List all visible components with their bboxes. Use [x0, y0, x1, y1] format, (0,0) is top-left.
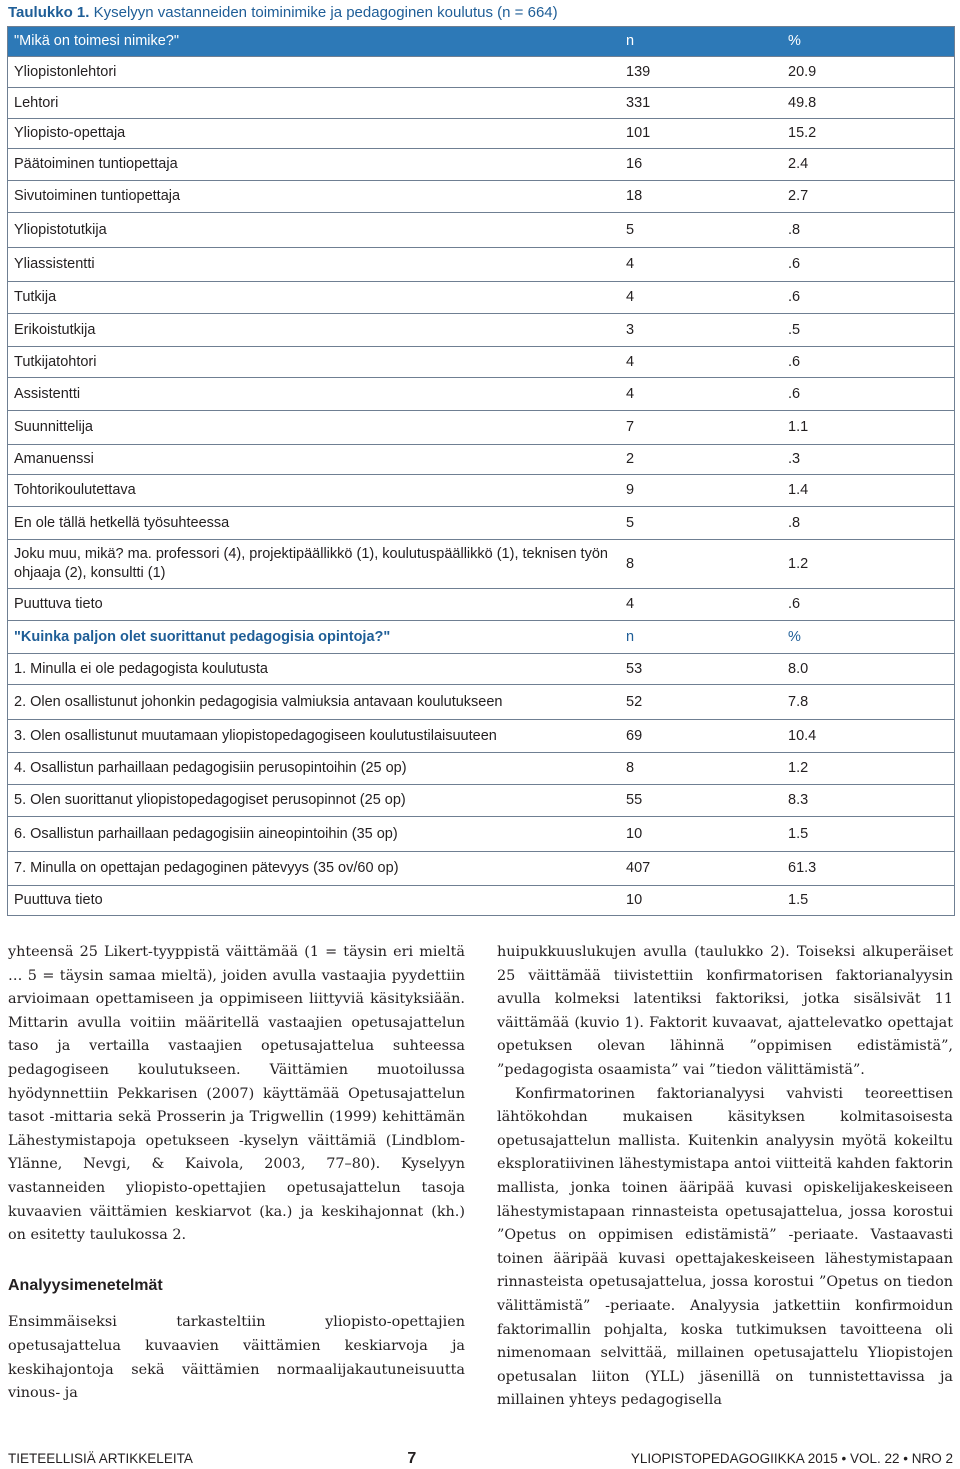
paragraph: yhteensä 25 Likert-tyyppistä väittämää (1 = täysin eri mieltä … 5 = täysin samaa mieltä), joiden avulla vastaajia pyydettiin arvioimaan opettamiseen ja oppimiseen liittyviä käsityksiään. Mittarin avulla voitiin määritellä vastaajien opetusajattelun taso ja vertailla vastaajien opetusajattelua suhteessa pedagogiseen koulutukseen. Väittämien muotoilussa hyödynnettiin Pekkarisen (2007) käyttämää Opetusajattelun tasot -mittaria sekä Prosserin ja Trigwellin (1999) kehittämän Lähestymistapoja opetukseen -kyselyn väittämiä (Lindblom-Ylänne, Nevgi, & Kaivola, 2003, 77–80). Kyselyyn vastanneiden yliopisto-opettajien opetusajattelun tasoja kuvaavien väittämien keskiarvot (ka.) ja keskihajonnat (kh.) on esitetty taulukossa 2. [8, 944, 465, 1244]
body-column-left [8, 941, 465, 1406]
table-caption-label: Taulukko 1. [8, 4, 90, 21]
n-cell: 4 [626, 289, 635, 305]
table-row [8, 347, 954, 378]
table-row [8, 475, 954, 507]
percent-cell: 2.4 [788, 156, 809, 172]
table-row [8, 282, 954, 314]
table-row [8, 314, 954, 347]
n-cell: 69 [626, 727, 643, 744]
section-heading: Analyysimenetelmät [8, 1276, 163, 1294]
n-cell: 331 [626, 94, 651, 111]
n-cell: 3 [626, 321, 635, 338]
n-cell: 10 [626, 892, 643, 908]
percent-cell: 7.8 [788, 693, 809, 710]
percent-cell: 15.2 [788, 125, 817, 141]
row-label-cell: Lehtori [14, 94, 59, 111]
row-label-cell: 4. Osallistun parhaillaan pedagogisiin perusopintoihin (25 op) [14, 760, 407, 776]
table-row [8, 685, 954, 720]
table-row [8, 753, 954, 785]
n-cell: 9 [626, 482, 635, 498]
n-cell: 2 [626, 451, 635, 467]
table-row [8, 507, 954, 540]
header-question-job-title: "Mikä on toimesi nimike?" [14, 33, 180, 49]
percent-cell: 20.9 [788, 63, 817, 80]
n-cell: 8 [626, 555, 635, 572]
n-cell: 55 [626, 792, 643, 808]
table-caption-text: Kyselyyn vastanneiden toiminimike ja pedagoginen koulutus (n = 664) [93, 4, 558, 21]
percent-cell: 1.5 [788, 825, 809, 842]
table-row [8, 213, 954, 248]
n-cell: 139 [626, 63, 651, 80]
percent-cell: 8.0 [788, 660, 809, 677]
row-label-cell: Erikoistutkija [14, 321, 96, 338]
table-row [8, 589, 954, 621]
percent-cell: 1.4 [788, 482, 809, 498]
percent-cell: .8 [788, 514, 801, 531]
table-row [8, 57, 954, 88]
percent-cell: .6 [788, 385, 801, 402]
row-label-cell: Tohtorikoulutettava [14, 482, 136, 498]
table-row [8, 119, 954, 149]
table-caption [8, 2, 953, 24]
results-table [7, 26, 955, 916]
row-label-cell: Tutkijatohtori [14, 353, 97, 370]
row-label-cell: Suunnittelija [14, 419, 93, 435]
paragraph: huipukkuuslukujen avulla (taulukko 2). Toiseksi alkuperäiset 25 väittämää tiivistettiin konfirmatorisen faktorianalyysin avulla kolmeksi latentiksi faktoriksi, jotka sisälsivät 11 väittämää (kuvio 1). Faktorit kuvaavat, ajattelevatko opettajat opetuksen olevan lähinnä ”oppimisen edistämistä”, ”pedagogista osaamista” vai ”tiedon välittämistä”. [497, 944, 953, 1078]
table-header-pedagogical-studies [8, 621, 954, 654]
table-row [8, 445, 954, 475]
table-row [8, 88, 954, 119]
row-label-cell: Yliopistotutkija [14, 221, 107, 238]
row-label-cell: Puuttuva tieto [14, 596, 103, 612]
percent-cell: 8.3 [788, 792, 809, 808]
percent-cell: .6 [788, 256, 801, 272]
table-header-job-title [8, 27, 954, 57]
table-row [8, 181, 954, 213]
page-number: 7 [407, 1450, 417, 1467]
row-label-cell: 7. Minulla on opettajan pedagoginen pätevyys (35 ov/60 op) [14, 860, 399, 876]
n-cell: 52 [626, 693, 643, 710]
n-cell: 5 [626, 514, 635, 531]
row-label-cell: Joku muu, mikä? ma. professori (4), projektipäällikkö (1), koulutuspäällikkö (1), teknisen työn ohjaaja (2), konsultti (1) [14, 546, 608, 581]
header-question-pedagogical-studies: "Kuinka paljon olet suorittanut pedagogisia opintoja?" [14, 628, 391, 645]
header-percent: % [788, 33, 801, 49]
n-cell: 10 [626, 825, 643, 842]
n-cell: 4 [626, 596, 635, 612]
percent-cell: .6 [788, 596, 801, 612]
table-row [8, 886, 954, 916]
percent-cell: 61.3 [788, 860, 817, 876]
page-footer [8, 1450, 953, 1468]
percent-cell: .5 [788, 321, 801, 338]
n-cell: 18 [626, 188, 643, 204]
row-label-cell: Puuttuva tieto [14, 892, 103, 908]
n-cell: 16 [626, 156, 643, 172]
percent-cell: 49.8 [788, 94, 817, 111]
n-cell: 4 [626, 353, 635, 370]
n-cell: 53 [626, 660, 643, 677]
table-row [8, 785, 954, 817]
paragraph: Konfirmatorinen faktorianalyysi vahvisti teoreettisen lähtökohdan mukaisen käsityksen kolmitasoisesta opetusajattelun mallista. Kuitenkin analyysin myötä kokeiltu eksploratiivinen lähestymistapa antoi viitteitä kahden faktorin mallista, jonka toinen ääripää kuvasi opiskelijakeskeiseen lähestymistapaan rinnasteista opetusajattelua, jossa korostui ”Opetus on oppimisen edistämistä” -periaate. Vastaavasti toinen ääripää kuvasi opettajakeskeiseen lähestymistapaan rinnasteista opetusajattelua, jossa korostui ”Opetus on tiedon välittämistä” -periaate. Analyysia jatkettiin konfirmoidun faktorimallin pohjalta, koska tutkimuksen tavoitteena oli nimenomaan selvittää, millainen opetusajattelu Yliopistojen opetusalan liiton (YLL) jäsenillä on tunnistettavissa ja millainen yhteys pedagogisella [497, 1085, 953, 1409]
row-label-cell: Yliopistonlehtori [14, 63, 117, 80]
header-percent-2: % [788, 628, 801, 645]
n-cell: 5 [626, 221, 635, 238]
n-cell: 4 [626, 385, 635, 402]
row-label-cell: Yliopisto-opettaja [14, 125, 126, 141]
row-label-cell: Assistentti [14, 385, 81, 402]
header-n-2: n [626, 628, 635, 645]
table-row [8, 411, 954, 445]
row-label-cell: Päätoiminen tuntiopettaja [14, 156, 178, 172]
n-cell: 8 [626, 760, 635, 776]
row-label-cell: 2. Olen osallistunut johonkin pedagogisia valmiuksia antavaan koulutukseen [14, 693, 503, 710]
percent-cell: 2.7 [788, 188, 809, 204]
paragraph: Ensimmäiseksi tarkasteltiin yliopisto-opettajien opetusajattelua kuvaavien väittämien keskiarvoja ja keskihajontoja sekä väittämien normaalijakautuneisuutta vinous- ja [8, 1314, 465, 1402]
percent-cell: 1.2 [788, 760, 809, 776]
n-cell: 407 [626, 860, 651, 876]
table-row [8, 149, 954, 181]
percent-cell: .8 [788, 221, 801, 238]
percent-cell: .6 [788, 289, 801, 305]
n-cell: 7 [626, 419, 635, 435]
header-n: n [626, 33, 635, 49]
row-label-cell: Amanuenssi [14, 451, 94, 467]
row-label-cell: 1. Minulla ei ole pedagogista koulutusta [14, 660, 268, 677]
row-label-cell: En ole tällä hetkellä työsuhteessa [14, 514, 230, 531]
table-row [8, 817, 954, 852]
table-row [8, 378, 954, 411]
row-label-cell: Yliassistentti [14, 256, 95, 272]
percent-cell: .3 [788, 451, 801, 467]
row-label-cell: 5. Olen suorittanut yliopistopedagogiset perusopinnot (25 op) [14, 792, 406, 808]
body-column-right [497, 941, 953, 1413]
footer-section-label: TIETEELLISIÄ ARTIKKELEITA [8, 1451, 193, 1466]
row-label-cell: 6. Osallistun parhaillaan pedagogisiin aineopintoihin (35 op) [14, 825, 398, 842]
row-label-cell: Sivutoiminen tuntiopettaja [14, 188, 181, 204]
percent-cell: 1.1 [788, 419, 809, 435]
percent-cell: 10.4 [788, 727, 817, 744]
n-cell: 101 [626, 125, 651, 141]
table-row [8, 540, 954, 589]
percent-cell: .6 [788, 353, 801, 370]
percent-cell: 1.2 [788, 555, 809, 572]
row-label-cell: Tutkija [14, 289, 57, 305]
table-row [8, 720, 954, 753]
percent-cell: 1.5 [788, 892, 809, 908]
table-row [8, 654, 954, 685]
table-row [8, 248, 954, 282]
row-label-cell: 3. Olen osallistunut muutamaan yliopistopedagogiseen koulutustilaisuuteen [14, 727, 497, 744]
footer-journal-label: YLIOPISTOPEDAGOGIIKKA 2015 • VOL. 22 • NRO 2 [630, 1451, 953, 1466]
table-row [8, 852, 954, 886]
n-cell: 4 [626, 256, 635, 272]
